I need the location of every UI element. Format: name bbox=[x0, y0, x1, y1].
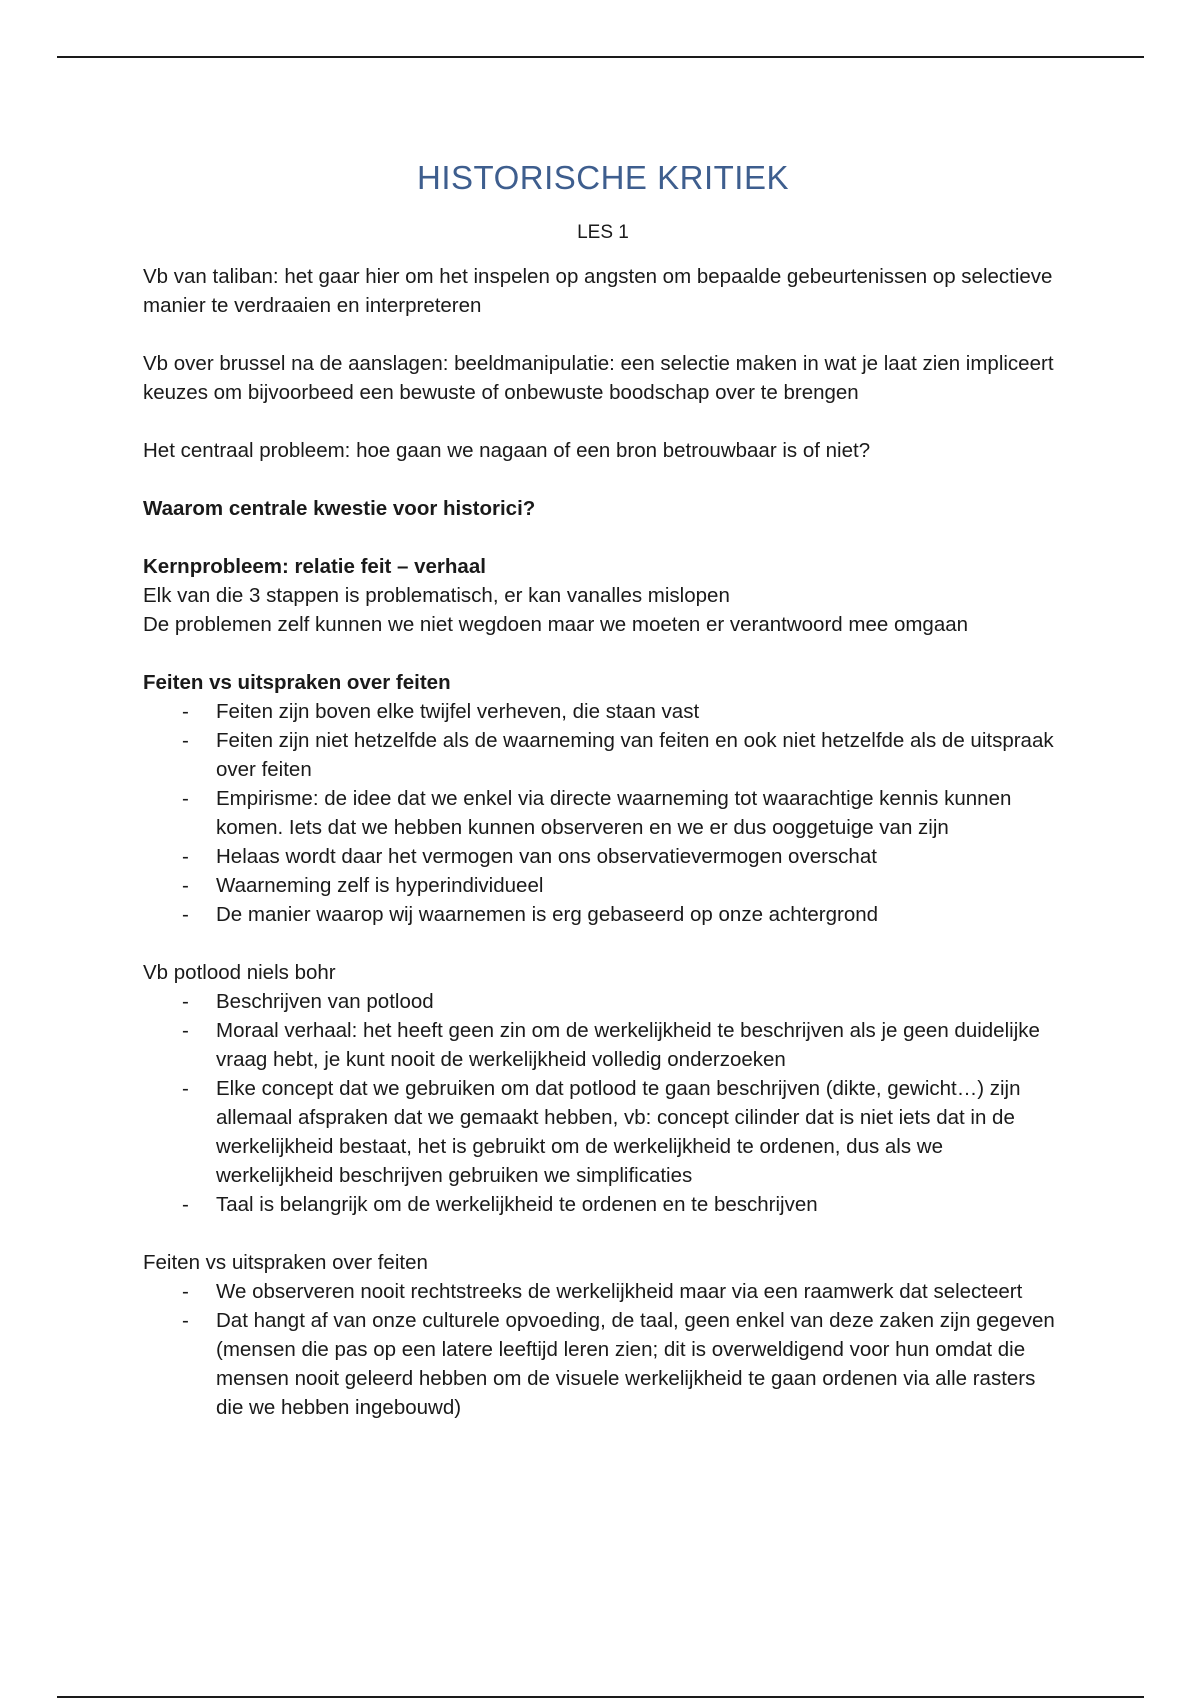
document-title: HISTORISCHE KRITIEK bbox=[417, 159, 789, 196]
paragraph-centraal-probleem: Het centraal probleem: hoe gaan we nagaan of een bron betrouwbaar is of niet? bbox=[143, 439, 871, 462]
list-item: - We observeren nooit rechtstreeks de werkelijkheid maar via een raamwerk dat selecteert bbox=[143, 1277, 1063, 1306]
paragraph-brussel: Vb over brussel na de aanslagen: beeldmanipulatie: een selectie maken in wat je laat zien impliceert keuzes om bijvoorbeed een bewuste of onbewuste boodschap over te brengen bbox=[143, 352, 1054, 404]
list-item: - Feiten zijn boven elke twijfel verheven, die staan vast bbox=[143, 697, 1063, 726]
list-item: - Moraal verhaal: het heeft geen zin om de werkelijkheid te beschrijven als je geen duidelijke vraag hebt, je kunt nooit de werkelijkheid volledig onderzoeken bbox=[143, 1016, 1063, 1074]
list-item: - Helaas wordt daar het vermogen van ons observatievermogen overschat bbox=[143, 842, 1063, 871]
list-item: - Waarneming zelf is hyperindividueel bbox=[143, 871, 1063, 900]
paragraph-problemen: De problemen zelf kunnen we niet wegdoen maar we moeten er verantwoord mee omgaan bbox=[143, 613, 969, 636]
list-item: - De manier waarop wij waarnemen is erg gebaseerd op onze achtergrond bbox=[143, 900, 1063, 929]
paragraph-potlood: Vb potlood niels bohr bbox=[143, 961, 336, 984]
document-page bbox=[143, 158, 1063, 1422]
document-subtitle: LES 1 bbox=[577, 222, 629, 243]
top-rule bbox=[57, 56, 1144, 58]
list-feiten bbox=[143, 697, 1063, 929]
list-item: - Beschrijven van potlood bbox=[143, 987, 1063, 1016]
heading-kernprobleem: Kernprobleem: relatie feit – verhaal bbox=[143, 555, 486, 578]
list-item: - Empirisme: de idee dat we enkel via directe waarneming tot waarachtige kennis kunnen komen. Iets dat we hebben kunnen observeren en we er dus ooggetuige van zijn bbox=[143, 784, 1063, 842]
bottom-rule bbox=[57, 1696, 1144, 1698]
list-item: - Elke concept dat we gebruiken om dat potlood te gaan beschrijven (dikte, gewicht…) zijn allemaal afspraken dat we gemaakt hebben, vb: concept cilinder dat is niet iets dat in de werkelijkheid bestaat, het is gebruikt om de werkelijkheid te ordenen, dus als we werkelijkheid beschrijven gebruiken we simplificaties bbox=[143, 1074, 1063, 1190]
list-feiten-2 bbox=[143, 1277, 1063, 1422]
heading-waarom: Waarom centrale kwestie voor historici? bbox=[143, 497, 536, 520]
paragraph-feiten-2: Feiten vs uitspraken over feiten bbox=[143, 1251, 428, 1274]
list-item: - Taal is belangrijk om de werkelijkheid te ordenen en te beschrijven bbox=[143, 1190, 1063, 1219]
paragraph-taliban: Vb van taliban: het gaar hier om het inspelen op angsten om bepaalde gebeurtenissen op selectieve manier te verdraaien en interpreteren bbox=[143, 265, 1053, 317]
list-item: - Dat hangt af van onze culturele opvoeding, de taal, geen enkel van deze zaken zijn gegeven (mensen die pas op een latere leeftijd leren zien; dit is overweldigend voor hun omdat die mensen nooit geleerd hebben om de visuele werkelijkheid te gaan ordenen via alle rasters die we hebben ingebouwd) bbox=[143, 1306, 1063, 1422]
paragraph-stappen: Elk van die 3 stappen is problematisch, er kan vanalles mislopen bbox=[143, 584, 730, 607]
heading-feiten: Feiten vs uitspraken over feiten bbox=[143, 671, 451, 694]
list-potlood bbox=[143, 987, 1063, 1219]
list-item: - Feiten zijn niet hetzelfde als de waarneming van feiten en ook niet hetzelfde als de uitspraak over feiten bbox=[143, 726, 1063, 784]
